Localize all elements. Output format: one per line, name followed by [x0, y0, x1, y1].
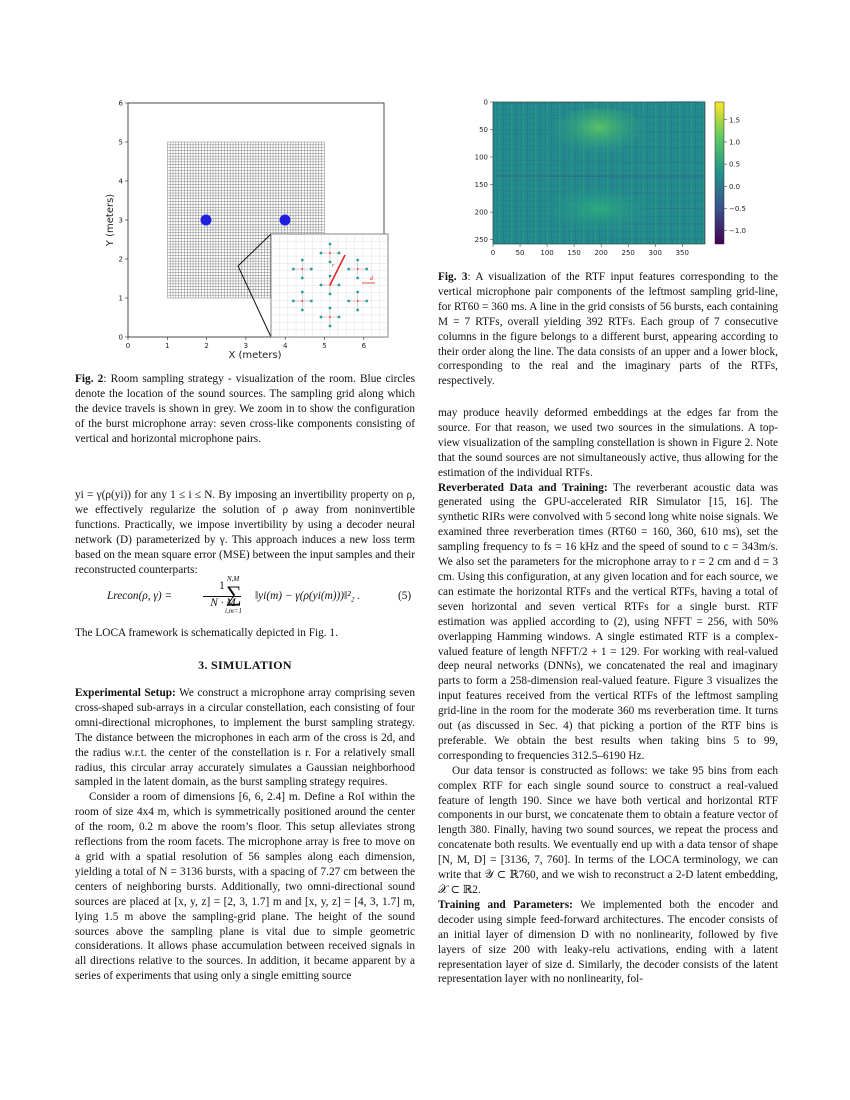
y-tick-label: 4 — [118, 177, 123, 186]
right-para-1: may produce heavily deformed embeddings at the edges far from the source. For that reason, we used two sources in the simulations. A top-view visualization of the sampling constellation is shown in Figure 2. Note that the sound sources are not simultaneously active, thus allowing for the estimation of the individual RTFs. — [438, 407, 778, 479]
experimental-setup: Experimental Setup: We construct a microphone array comprising seven cross-shaped sub-arrays in a circular constellation, each consisting of four omni-directional microphones, to implement the burst sampling strategy. The distance between the microphones in each arm of the cross is 2d, and the radius w.r.t. the center of the constellation is r. For a relatively small radius, this circular array accurately simulates a Gaussian neighborhood sampled in the latent domain, as the burst sampling strategy requires. Consider a room of dimensions [6, 6, 2.4] m. Define a RoI within the room of size 4x4 m, which is symmetrically positioned around the center of the room, 0.2 m above the room’s floor. This setup alleviates strong reflections from the room facets. The microphone array is free to move on a grid with a spatial resolution of 56 samples along each dimension, yielding a total of N = 3136 bursts, with a spacing of 7.27 cm between the centers of neighboring bursts. Additionally, two omni-directional sound sources are placed at [x, y, z] = [2, 3, 1.7] m and [x, y, z] = [4, 3, 1.7] m, lying 1.5 m above the sampling-grid plane. The height of the sound sources above the sampling plane is vital due to simple geometric considerations. It allows phase accumulation between received signals in all directions relative to the sources. In addition, it became apparent by a series of experiments that using only a single emitting source — [75, 687, 415, 983]
microphone — [329, 293, 332, 296]
left-para-2: The LOCA framework is schematically depicted in Fig. 1. — [75, 627, 338, 639]
x-tick-label: 5 — [322, 342, 327, 350]
eq-num: 1 — [219, 580, 225, 592]
microphone — [338, 316, 341, 319]
section-title: 3. SIMULATION — [198, 658, 292, 672]
microphone — [292, 268, 295, 271]
fig3-caption-text: : A visualization of the RTF input features corresponding to the vertical microphone pair components of the leftmost sampling grid-line, for RT60 = 360 ms. A line in the grid consists of 56 bursts, each containing M = 7 RTFs, overall yielding 392 RTFs. Each group of 7 consecutive columns in the figure belongs to a different burst, appearing according to their order along the line. The data consists of an upper and a lower block, corresponding to the real and the imaginary parts of the RTFs, respectively. — [438, 271, 778, 388]
eq-lhs: Lrecon(ρ, γ) = — [107, 590, 173, 602]
eq-sum-bottom: i,m=1 — [225, 607, 242, 615]
x-tick-label: 100 — [540, 249, 554, 256]
inset-r-label: r — [332, 263, 335, 269]
x-tick-label: 350 — [675, 249, 689, 256]
reverb-label: Reverberated Data and Training: — [438, 481, 608, 494]
y-tick-label: 50 — [479, 126, 488, 135]
microphone — [356, 277, 359, 280]
microphone — [329, 325, 332, 328]
x-tick-label: 3 — [243, 342, 249, 350]
x-tick-label: 6 — [361, 342, 367, 350]
microphone — [301, 277, 304, 280]
y-tick-label: 250 — [474, 236, 488, 245]
microphone — [347, 300, 350, 303]
x-tick-label: 4 — [282, 342, 288, 350]
x-tick-label: 2 — [204, 342, 209, 350]
eq-number: (5) — [398, 590, 412, 602]
x-tick-label: 300 — [648, 249, 662, 256]
left-para-1: yi = γ(ρ(yi)) for any 1 ≤ i ≤ N. By imposing an invertibility property on ρ, we effectively regularize the solution of ρ away from noninvertible functions. Practically, we impose invertibility by using a decoder neural network (D) parameterized by γ. This approach induces a new loss term based on the mean square error (MSE) between the input samples and their reconstructed counterparts: — [75, 489, 415, 576]
eq-den: N · M — [210, 597, 236, 609]
microphone — [365, 300, 368, 303]
y-tick-label: 100 — [474, 153, 488, 162]
microphone — [338, 284, 341, 287]
microphone — [356, 259, 359, 262]
microphone — [347, 268, 350, 271]
sound-source-2 — [280, 215, 291, 226]
sound-source-1 — [201, 215, 212, 226]
setup-label: Experimental Setup: — [75, 687, 176, 699]
microphone — [301, 259, 304, 262]
x-tick-label: 150 — [567, 249, 581, 256]
colorbar — [715, 102, 724, 244]
x-tick-label: 1 — [165, 342, 170, 350]
fig2-xlabel: X (meters) — [228, 350, 282, 361]
y-tick-label: 1 — [118, 294, 123, 303]
train-label: Training and Parameters: — [438, 898, 573, 911]
microphone — [301, 291, 304, 294]
y-tick-label: 150 — [474, 181, 488, 190]
microphone — [320, 252, 323, 255]
x-tick-label: 50 — [515, 249, 525, 256]
fig3-heatmap — [465, 96, 770, 256]
x-tick-label: 250 — [621, 249, 635, 256]
fig3-caption-label: Fig. 3 — [438, 271, 468, 283]
y-tick-label: 0 — [118, 333, 123, 342]
y-tick-label: 3 — [118, 216, 123, 225]
fig2-caption-label: Fig. 2 — [75, 373, 104, 385]
microphone — [310, 268, 313, 271]
y-tick-label: 6 — [118, 99, 123, 108]
fig2-caption — [75, 372, 415, 447]
microphone — [320, 284, 323, 287]
microphone — [329, 243, 332, 246]
y-tick-label: 5 — [118, 138, 123, 147]
colorbar-tick-label: −1.0 — [729, 227, 746, 236]
colorbar-tick-label: 1.5 — [729, 116, 741, 125]
microphone — [356, 291, 359, 294]
microphone — [365, 268, 368, 271]
eq-body: ‖yi(m) − γ(ρ(yi(m)))‖²₂ . — [255, 590, 361, 602]
microphone — [310, 300, 313, 303]
left-para-3: Consider a room of dimensions [6, 6, 2.4] m. Define a RoI within the room of size 4x4 m, which is symmetrically positioned around the center of the room, 0.2 m above the room’s floor. This setup alleviates strong reflections from the room facets. The microphone array is free to move on a grid with a spatial resolution of 56 samples along each dimension, yielding a total of N = 3136 bursts, with a spacing of 7.27 cm between the centers of neighboring bursts. Additionally, two omni-directional sound sources are placed at [x, y, z] = [2, 3, 1.7] m and [x, y, z] = [4, 3, 1.7] m, lying 1.5 m above the sampling-grid plane. The height of the sound sources above the sampling plane is vital due to simple geometric considerations. It allows phase accumulation between received signals in all directions relative to the sources. In addition, it became apparent by a series of experiments that using only a single emitting source — [75, 791, 415, 983]
colorbar-tick-label: −0.5 — [729, 205, 746, 213]
y-tick-label: 2 — [118, 255, 123, 264]
fig3-caption — [438, 270, 778, 389]
x-tick-label: 0 — [125, 342, 131, 350]
microphone — [329, 261, 332, 264]
inset-d-label: d — [370, 276, 373, 282]
microphone — [301, 309, 304, 312]
microphone — [329, 275, 332, 278]
equation-5: Lrecon(ρ, γ) = 1 N · M N,M ∑ i,m=1 ‖yi(m) − γ(ρ(yi(m)))‖²₂ . (5) — [107, 575, 412, 615]
x-tick-label: 200 — [594, 249, 608, 256]
fig2-ylabel: Y (meters) — [105, 193, 116, 247]
microphone-array-inset — [271, 234, 388, 337]
eq-sum-top: N,M — [227, 575, 240, 583]
y-tick-label: 200 — [474, 208, 488, 217]
colorbar-tick-label: 0.5 — [729, 160, 741, 169]
fig2-caption-text: : Room sampling strategy - visualization of the room. Blue circles denote the location of the sound sources. The sampling grid along which the device travels is shown in grey. We zoom in to show the configuration of the burst microphone array: seven cross-like components consisting of vertical and horizontal microphone pairs. — [75, 373, 415, 445]
right-para-3: Our data tensor is constructed as follows: we take 95 bins from each complex RTF for each single sound source to construct a real-valued feature of length 190. Since we have both vertical and horizontal RTF components in our burst, we concatenate them to obtain a feature vector of length 380. Finally, having two sound sources, we repeat the process and concatenate both results. We eventually end up with a data tensor of shape [N, M, D] = [3136, 7, 760]. In terms of the LOCA terminology, we can write that 𝒴 ⊂ ℝ760, and we wish to reconstruct a 2-D latent embedding, 𝒳 ⊂ ℝ2. — [438, 764, 778, 896]
x-tick-label: 0 — [490, 249, 496, 256]
microphone — [356, 309, 359, 312]
microphone — [338, 252, 341, 255]
microphone — [292, 300, 295, 303]
colorbar-tick-label: 1.0 — [729, 138, 741, 147]
fig2-plot — [105, 95, 395, 365]
microphone — [320, 316, 323, 319]
microphone — [329, 307, 332, 310]
y-tick-label: 0 — [483, 98, 488, 107]
right-column: may produce heavily deformed embeddings at the edges far from the source. For that reason, we used two sources in the simulations. A top-view visualization of the sampling constellation is shown in Figure 2. Note that the sound sources are not simultaneously active, thus allowing for the estimation of the individual RTFs. Reverberated Data and Training: The reverberant acoustic data was generated using the GPU-accelerated RIR Simulator [15, 16]. The synthetic RIRs were convolved with 5 second long white noise signals. We examined three reverberation times (RT60 = 160, 360, 610 ms), set the sampling frequency to fs = 16 kHz and the speed of sound to c = 343m/s. We also set the parameters for the microphone array to r = 2 cm and d = 3 cm. Using this configuration, at any given location and for each source, we can estimate the horizontal RTFs and the vertical RTFs, having a total of seven horizontal and seven vertical RTFs for a single burst. RTF estimation was applied according to (2), using NFFT = 256, with 50% overlapping Hamming windows. A single estimated RTF is a complex-valued feature of length NFFT/2 + 1 = 129. For working with real-valued deep neural networks (DNNs), we concatenated the real and imaginary parts to form a 258-dimension real-valued feature. Figure 3 visualizes the input features received from the vertical RTFs of the leftmost sampling grid-line in the room for the moderate 360 ms reverberation time. It turns out (as discussed in Sec. 4) that picking a portion of the RTF bins is preferable. We obtain the best results when taking bins 5 to 99, corresponding to frequencies 312.5–6190 Hz. Our data tensor is constructed as follows: we take 95 bins from each complex RTF for each single sound source to construct a real-valued feature of length 190. Since we have both vertical and horizontal RTF components in our burst, we concatenate them to obtain a feature vector of length 380. Finally, having two sound sources, we repeat the process and concatenate both results. We eventually end up with a data tensor of shape [N, M, D] = [3136, 7, 760]. In terms of the LOCA terminology, we can write that 𝒴 ⊂ ℝ760, and we wish to reconstruct a 2-D latent embedding, 𝒳 ⊂ ℝ2. Training and Parameters: We implemented both the encoder and decoder using simple feed-forward architectures. The encoder consists of an initial layer of dimension D with no nonlinearity, followed by five layers of size 200 with leaky-relu activations, ending with a latent representation layer of size d. Similarly, the decoder consists of the latent representation layer with no nonlinearity, fol- — [438, 407, 778, 986]
colorbar-tick-label: 0.0 — [729, 182, 741, 191]
